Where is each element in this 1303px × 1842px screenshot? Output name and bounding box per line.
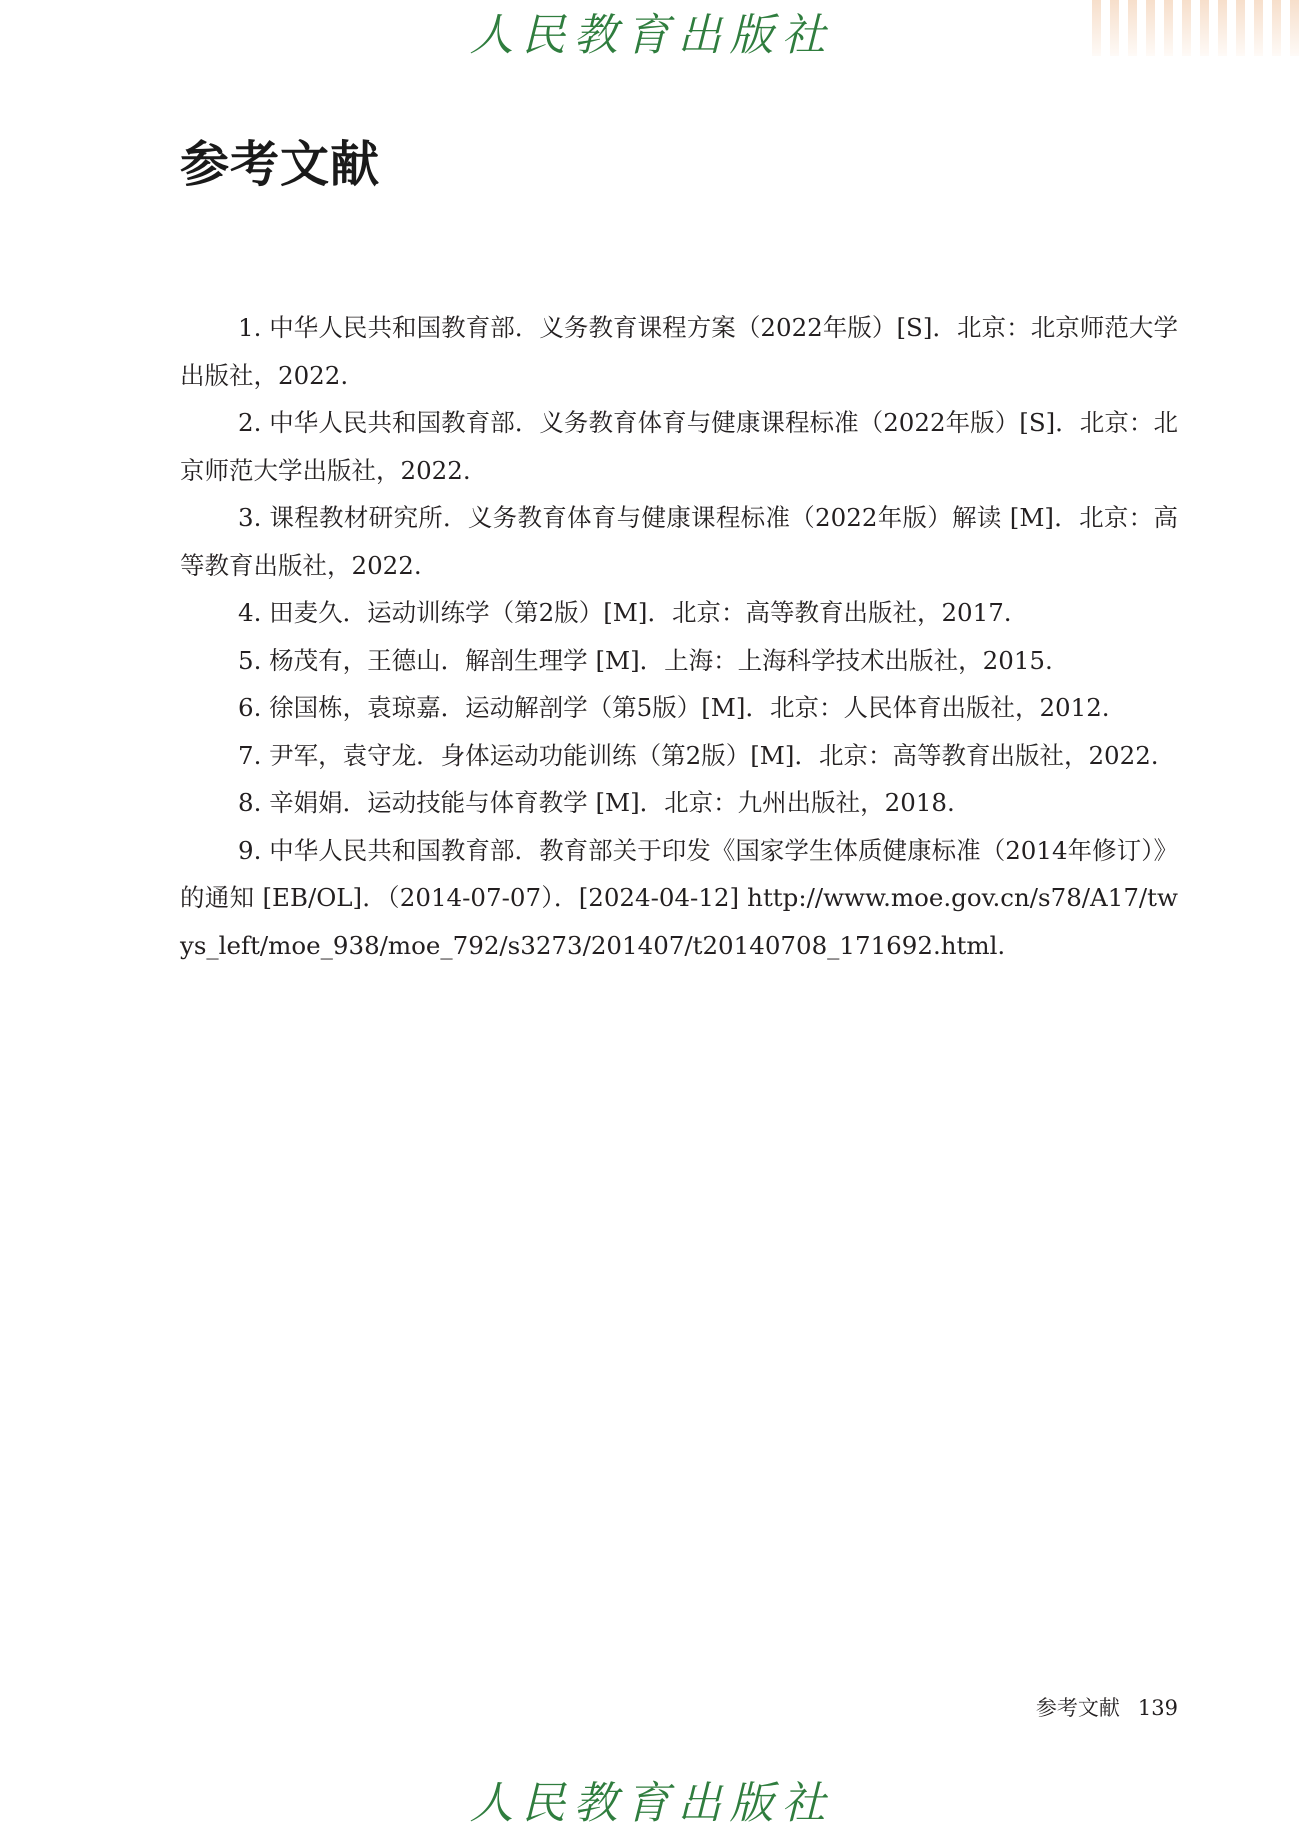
reference-item: 7. 尹军，袁守龙．身体运动功能训练（第2版）[M]．北京：高等教育出版社，2022. (238, 740, 1159, 770)
reference-item: 6. 徐国栋，袁琼嘉．运动解剖学（第5版）[M]．北京：人民体育出版社，2012. (238, 693, 1110, 722)
reference-list (180, 304, 1178, 969)
reference-item: 4. 田麦久．运动训练学（第2版）[M]．北京：高等教育出版社，2017. (238, 598, 1012, 627)
reference-item: 1. 中华人民共和国教育部．义务教育课程方案（2022年版）[S]．北京：北京师范大学出版社，2022. (180, 313, 1178, 390)
publisher-logo-footer: 人民教育出版社 (469, 1778, 834, 1829)
reference-item: 8. 辛娟娟．运动技能与体育教学 [M]．北京：九州出版社，2018. (238, 788, 955, 817)
reference-item: 2. 中华人民共和国教育部．义务教育体育与健康课程标准（2022年版）[S]．北京：北京师范大学出版社，2022. (180, 408, 1178, 485)
reference-item: 3. 课程教材研究所．义务教育体育与健康课程标准（2022年版）解读 [M]．北京：高等教育出版社，2022. (180, 503, 1178, 580)
page-number: 139 (1137, 1696, 1178, 1720)
reference-item: 5. 杨茂有，王德山．解剖生理学 [M]．上海：上海科学技术出版社，2015. (238, 645, 1053, 675)
running-footer (1036, 1692, 1178, 1722)
page-title: 参考文献 (180, 136, 381, 193)
publisher-logo-header: 人民教育出版社 (469, 10, 834, 61)
reference-item: 9. 中华人民共和国教育部．教育部关于印发《国家学生体质健康标准（2014年修订）》的通知 [EB/OL]．（2014-07-07）．[2024-04-12] http://www.moe.gov.cn/s78/A17/twys_left/moe_938/moe_792/s3273/201407/t20140708_171692.html. (180, 835, 1178, 960)
running-footer-title: 参考文献 (1035, 1696, 1120, 1720)
